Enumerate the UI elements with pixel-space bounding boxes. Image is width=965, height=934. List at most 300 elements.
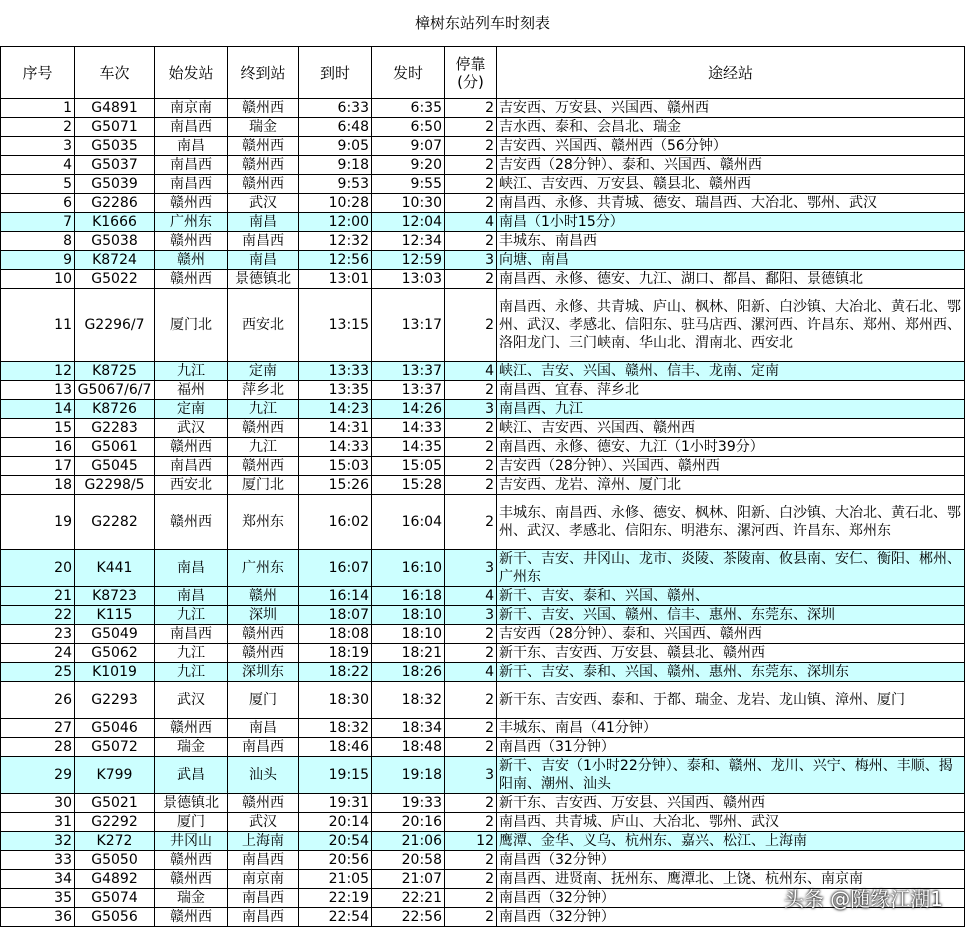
cell-depart: 19:18 [372,757,445,794]
cell-to: 赣州西 [228,419,299,438]
cell-from: 赣州西 [155,870,228,889]
cell-no: 10 [1,270,75,289]
cell-train: K8726 [75,400,155,419]
cell-to: 赣州西 [228,99,299,118]
cell-depart: 20:58 [372,851,445,870]
cell-train: G2293 [75,682,155,719]
cell-depart: 12:59 [372,251,445,270]
cell-depart: 16:10 [372,550,445,587]
table-row [1,400,965,419]
cell-stop: 2 [445,719,497,738]
table-row [1,175,965,194]
cell-stop: 2 [445,738,497,757]
cell-depart: 13:17 [372,289,445,362]
cell-from: 定南 [155,400,228,419]
cell-via: 吉安西（28分钟）、泰和、兴国西、赣州西 [497,625,965,644]
cell-to: 深圳东 [228,663,299,682]
cell-no: 18 [1,476,75,495]
cell-stop: 2 [445,457,497,476]
cell-from: 武昌 [155,757,228,794]
cell-train: G4891 [75,99,155,118]
cell-arrive: 22:54 [299,908,372,927]
cell-from: 赣州西 [155,851,228,870]
cell-train: G5049 [75,625,155,644]
table-row [1,719,965,738]
cell-arrive: 16:02 [299,495,372,550]
cell-stop: 2 [445,232,497,251]
cell-stop: 2 [445,794,497,813]
cell-stop: 2 [445,625,497,644]
cell-depart: 21:06 [372,832,445,851]
cell-to: 南昌 [228,251,299,270]
cell-no: 11 [1,289,75,362]
cell-depart: 6:35 [372,99,445,118]
cell-to: 赣州西 [228,644,299,663]
cell-to: 景德镇北 [228,270,299,289]
cell-train: K441 [75,550,155,587]
cell-stop: 2 [445,908,497,927]
cell-via: 南昌西、共青城、庐山、大冶北、鄂州、武汉 [497,813,965,832]
cell-train: K1666 [75,213,155,232]
cell-from: 南昌西 [155,118,228,137]
cell-arrive: 20:56 [299,851,372,870]
col-header-from: 始发站 [155,47,228,99]
cell-depart: 12:04 [372,213,445,232]
cell-via: 新干、吉安（1小时22分钟）、泰和、赣州、龙川、兴宁、梅州、丰顺、揭阳南、潮州、汕头 [497,757,965,794]
cell-no: 13 [1,381,75,400]
table-row [1,851,965,870]
cell-no: 29 [1,757,75,794]
cell-depart: 10:30 [372,194,445,213]
cell-to: 萍乡北 [228,381,299,400]
cell-arrive: 18:19 [299,644,372,663]
cell-arrive: 12:32 [299,232,372,251]
cell-depart: 18:21 [372,644,445,663]
cell-train: G2296/7 [75,289,155,362]
cell-stop: 2 [445,381,497,400]
table-row [1,457,965,476]
table-row [1,682,965,719]
cell-arrive: 20:14 [299,813,372,832]
cell-from: 瑞金 [155,738,228,757]
cell-from: 赣州西 [155,194,228,213]
col-header-to: 终到站 [228,47,299,99]
cell-depart: 21:07 [372,870,445,889]
cell-to: 瑞金 [228,118,299,137]
cell-depart: 18:48 [372,738,445,757]
cell-arrive: 19:31 [299,794,372,813]
table-row [1,738,965,757]
cell-to: 南昌 [228,213,299,232]
cell-to: 厦门 [228,682,299,719]
cell-no: 7 [1,213,75,232]
cell-depart: 16:04 [372,495,445,550]
cell-via: 南昌西、永修、德安、九江（1小时39分） [497,438,965,457]
cell-from: 武汉 [155,419,228,438]
cell-via: 新干东、吉安西、万安县、赣县北、赣州西 [497,644,965,663]
cell-train: G2298/5 [75,476,155,495]
cell-from: 景德镇北 [155,794,228,813]
cell-via: 南昌西、永修、德安、九江、湖口、都昌、鄱阳、景德镇北 [497,270,965,289]
table-row [1,644,965,663]
cell-via: 吉水西、泰和、会昌北、瑞金 [497,118,965,137]
cell-from: 赣州西 [155,719,228,738]
cell-train: G2286 [75,194,155,213]
cell-train: G5039 [75,175,155,194]
cell-from: 瑞金 [155,889,228,908]
cell-arrive: 13:33 [299,362,372,381]
col-header-depart: 发时 [372,47,445,99]
cell-to: 武汉 [228,813,299,832]
cell-train: G5035 [75,137,155,156]
cell-via: 吉安西、万安县、兴国西、赣州西 [497,99,965,118]
cell-arrive: 9:53 [299,175,372,194]
cell-no: 17 [1,457,75,476]
cell-no: 33 [1,851,75,870]
cell-stop: 2 [445,476,497,495]
cell-stop: 2 [445,889,497,908]
cell-to: 赣州西 [228,175,299,194]
cell-stop: 4 [445,213,497,232]
cell-train: K799 [75,757,155,794]
cell-via: 丰城东、南昌西 [497,232,965,251]
cell-no: 5 [1,175,75,194]
cell-arrive: 18:30 [299,682,372,719]
cell-depart: 12:34 [372,232,445,251]
cell-depart: 9:55 [372,175,445,194]
table-row [1,625,965,644]
cell-no: 4 [1,156,75,175]
col-header-train: 车次 [75,47,155,99]
cell-from: 南昌西 [155,175,228,194]
cell-from: 南昌西 [155,625,228,644]
cell-via: 新干东、吉安西、泰和、于都、瑞金、龙岩、龙山镇、漳州、厦门 [497,682,965,719]
cell-to: 九江 [228,438,299,457]
cell-arrive: 18:22 [299,663,372,682]
cell-arrive: 14:33 [299,438,372,457]
cell-depart: 19:33 [372,794,445,813]
cell-arrive: 10:28 [299,194,372,213]
cell-stop: 2 [445,813,497,832]
cell-via: 新干、吉安、井冈山、龙市、炎陵、茶陵南、攸县南、安仁、衡阳、郴州、广州东 [497,550,965,587]
cell-from: 武汉 [155,682,228,719]
cell-arrive: 16:07 [299,550,372,587]
cell-train: K1019 [75,663,155,682]
cell-arrive: 16:14 [299,587,372,606]
cell-train: G5072 [75,738,155,757]
cell-train: G5050 [75,851,155,870]
col-header-stop: 停靠 (分) [445,47,497,99]
table-row [1,251,965,270]
cell-no: 34 [1,870,75,889]
cell-no: 2 [1,118,75,137]
table-row [1,495,965,550]
cell-train: G5062 [75,644,155,663]
cell-stop: 2 [445,870,497,889]
timetable-body [1,99,965,927]
cell-no: 25 [1,663,75,682]
cell-no: 26 [1,682,75,719]
cell-via: 南昌西、永修、共青城、庐山、枫林、阳新、白沙镇、大冶北、黄石北、鄂州、武汉、孝感北、信阳东、驻马店西、漯河西、许昌东、郑州、郑州西、洛阳龙门、三门峡南、华山北、渭南北、西安北 [497,289,965,362]
cell-via: 鹰潭、金华、义乌、杭州东、嘉兴、松江、上海南 [497,832,965,851]
cell-stop: 2 [445,270,497,289]
cell-depart: 18:34 [372,719,445,738]
cell-train: G2292 [75,813,155,832]
cell-stop: 2 [445,289,497,362]
cell-from: 南昌西 [155,457,228,476]
cell-no: 9 [1,251,75,270]
table-row [1,606,965,625]
cell-via: 南昌西、九江 [497,400,965,419]
cell-arrive: 13:15 [299,289,372,362]
cell-arrive: 14:23 [299,400,372,419]
cell-stop: 2 [445,851,497,870]
cell-to: 定南 [228,362,299,381]
cell-from: 赣州西 [155,495,228,550]
cell-from: 南昌 [155,137,228,156]
table-row [1,213,965,232]
table-row [1,550,965,587]
cell-to: 厦门北 [228,476,299,495]
cell-stop: 2 [445,118,497,137]
cell-depart: 15:05 [372,457,445,476]
cell-stop: 3 [445,251,497,270]
cell-from: 九江 [155,663,228,682]
table-row [1,757,965,794]
cell-to: 汕头 [228,757,299,794]
cell-train: K272 [75,832,155,851]
cell-to: 南昌西 [228,889,299,908]
cell-stop: 2 [445,194,497,213]
cell-no: 1 [1,99,75,118]
table-row [1,232,965,251]
cell-arrive: 18:08 [299,625,372,644]
cell-via: 南昌西（32分钟） [497,889,965,908]
cell-arrive: 6:48 [299,118,372,137]
table-row [1,438,965,457]
cell-depart: 14:35 [372,438,445,457]
cell-no: 14 [1,400,75,419]
cell-via: 吉安西、龙岩、漳州、厦门北 [497,476,965,495]
cell-stop: 2 [445,175,497,194]
cell-depart: 22:21 [372,889,445,908]
cell-train: G2282 [75,495,155,550]
table-row [1,289,965,362]
cell-to: 南昌西 [228,851,299,870]
cell-stop: 2 [445,682,497,719]
cell-to: 九江 [228,400,299,419]
table-row [1,118,965,137]
cell-no: 35 [1,889,75,908]
cell-depart: 14:26 [372,400,445,419]
cell-via: 峡江、吉安、兴国、赣州、信丰、龙南、定南 [497,362,965,381]
cell-from: 南京南 [155,99,228,118]
cell-train: G5022 [75,270,155,289]
cell-from: 赣州西 [155,270,228,289]
cell-stop: 3 [445,400,497,419]
cell-to: 深圳 [228,606,299,625]
cell-from: 福州 [155,381,228,400]
cell-via: 新干、吉安、兴国、赣州、信丰、惠州、东莞东、深圳 [497,606,965,625]
cell-stop: 2 [445,438,497,457]
watermark: 头条 @随缘江湖1 [783,887,943,911]
cell-from: 赣州西 [155,908,228,927]
cell-from: 南昌 [155,587,228,606]
cell-from: 广州东 [155,213,228,232]
cell-to: 赣州 [228,587,299,606]
cell-via: 向塘、南昌 [497,251,965,270]
cell-from: 厦门北 [155,289,228,362]
cell-via: 峡江、吉安西、万安县、赣县北、赣州西 [497,175,965,194]
cell-from: 赣州西 [155,438,228,457]
cell-to: 南京南 [228,870,299,889]
cell-to: 南昌西 [228,908,299,927]
table-row [1,99,965,118]
col-header-no: 序号 [1,47,75,99]
cell-depart: 14:33 [372,419,445,438]
cell-stop: 3 [445,606,497,625]
cell-train: G5046 [75,719,155,738]
cell-depart: 9:20 [372,156,445,175]
cell-arrive: 18:46 [299,738,372,757]
cell-via: 丰城东、南昌西、永修、德安、枫林、阳新、白沙镇、大冶北、黄石北、鄂州、武汉、孝感北、信阳东、明港东、漯河西、许昌东、郑州东 [497,495,965,550]
cell-train: G5071 [75,118,155,137]
cell-arrive: 15:03 [299,457,372,476]
cell-stop: 3 [445,550,497,587]
cell-to: 广州东 [228,550,299,587]
cell-arrive: 18:32 [299,719,372,738]
cell-train: G5037 [75,156,155,175]
cell-to: 上海南 [228,832,299,851]
cell-arrive: 13:35 [299,381,372,400]
cell-depart: 22:56 [372,908,445,927]
cell-no: 23 [1,625,75,644]
cell-to: 赣州西 [228,794,299,813]
cell-no: 27 [1,719,75,738]
cell-from: 赣州西 [155,232,228,251]
cell-stop: 4 [445,663,497,682]
cell-stop: 3 [445,757,497,794]
cell-depart: 15:28 [372,476,445,495]
cell-no: 30 [1,794,75,813]
table-row [1,663,965,682]
cell-to: 武汉 [228,194,299,213]
cell-no: 6 [1,194,75,213]
table-row [1,381,965,400]
table-row [1,587,965,606]
cell-via: 吉安西（28分钟）、兴国西、赣州西 [497,457,965,476]
cell-from: 九江 [155,606,228,625]
cell-depart: 18:26 [372,663,445,682]
cell-no: 8 [1,232,75,251]
col-header-via: 途经站 [497,47,965,99]
table-row [1,194,965,213]
cell-stop: 2 [445,137,497,156]
table-row [1,362,965,381]
cell-stop: 12 [445,832,497,851]
cell-via: 新干、吉安、泰和、兴国、赣州、 [497,587,965,606]
cell-arrive: 18:07 [299,606,372,625]
table-row [1,137,965,156]
cell-no: 31 [1,813,75,832]
cell-to: 西安北 [228,289,299,362]
table-row [1,813,965,832]
cell-no: 15 [1,419,75,438]
cell-arrive: 22:19 [299,889,372,908]
table-title: 樟树东站列车时刻表 [414,14,550,32]
cell-no: 20 [1,550,75,587]
cell-arrive: 6:33 [299,99,372,118]
cell-depart: 18:32 [372,682,445,719]
cell-via: 南昌西（32分钟） [497,851,965,870]
table-row [1,419,965,438]
cell-via: 南昌西（32分钟） [497,908,965,927]
cell-via: 新干东、吉安西、万安县、兴国西、赣州西 [497,794,965,813]
table-row [1,832,965,851]
cell-via: 吉安西、兴国西、赣州西（56分钟） [497,137,965,156]
cell-from: 九江 [155,644,228,663]
cell-train: G5045 [75,457,155,476]
cell-depart: 13:37 [372,362,445,381]
cell-stop: 2 [445,419,497,438]
cell-via: 南昌西、进贤南、抚州东、鹰潭北、上饶、杭州东、南京南 [497,870,965,889]
cell-no: 16 [1,438,75,457]
cell-to: 郑州东 [228,495,299,550]
cell-train: G5067/6/7 [75,381,155,400]
cell-via: 丰城东、南昌（41分钟） [497,719,965,738]
cell-depart: 20:16 [372,813,445,832]
cell-train: G5074 [75,889,155,908]
cell-to: 南昌西 [228,738,299,757]
cell-train: G5038 [75,232,155,251]
cell-no: 21 [1,587,75,606]
timetable [0,46,965,927]
cell-train: G5021 [75,794,155,813]
cell-to: 赣州西 [228,457,299,476]
cell-stop: 2 [445,156,497,175]
cell-train: G5061 [75,438,155,457]
cell-to: 南昌西 [228,232,299,251]
header-row [1,47,965,99]
cell-arrive: 20:54 [299,832,372,851]
cell-arrive: 13:01 [299,270,372,289]
cell-via: 吉安西（28分钟）、泰和、兴国西、赣州西 [497,156,965,175]
cell-no: 32 [1,832,75,851]
cell-from: 南昌西 [155,156,228,175]
cell-depart: 18:10 [372,625,445,644]
cell-from: 九江 [155,362,228,381]
cell-depart: 18:10 [372,606,445,625]
cell-train: K8723 [75,587,155,606]
cell-no: 36 [1,908,75,927]
cell-train: K8725 [75,362,155,381]
table-row [1,794,965,813]
cell-from: 赣州 [155,251,228,270]
cell-via: 峡江、吉安西、兴国西、赣州西 [497,419,965,438]
cell-via: 南昌西（31分钟） [497,738,965,757]
cell-depart: 6:50 [372,118,445,137]
cell-train: K115 [75,606,155,625]
cell-no: 19 [1,495,75,550]
cell-from: 南昌 [155,550,228,587]
cell-via: 新干、吉安、泰和、兴国、赣州、惠州、东莞东、深圳东 [497,663,965,682]
cell-stop: 4 [445,362,497,381]
table-row [1,156,965,175]
cell-arrive: 12:00 [299,213,372,232]
cell-to: 南昌 [228,719,299,738]
cell-stop: 2 [445,99,497,118]
cell-train: K8724 [75,251,155,270]
